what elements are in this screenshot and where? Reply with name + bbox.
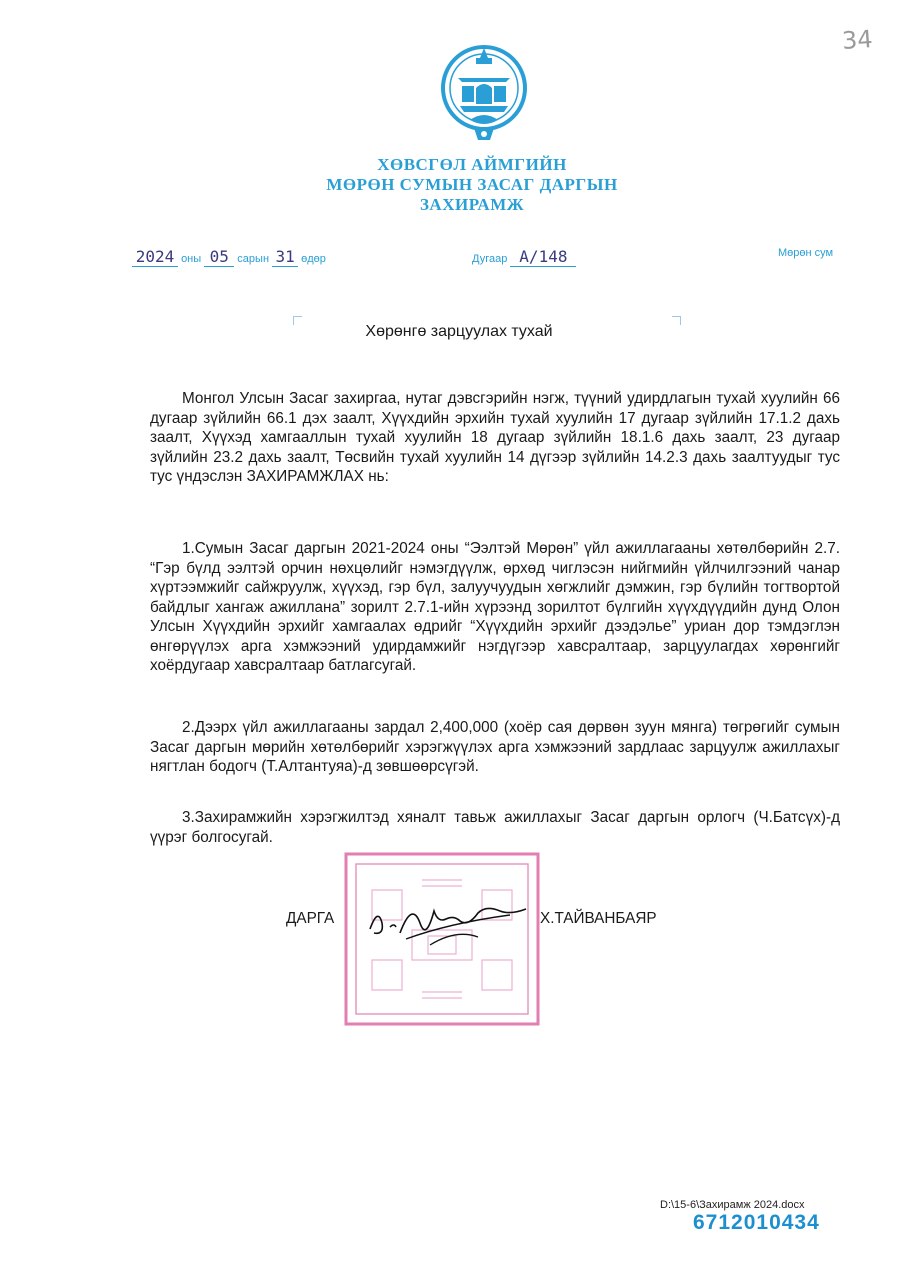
handwritten-page-number: 34	[841, 24, 874, 56]
date-field	[132, 247, 326, 267]
clause-2-paragraph	[150, 718, 840, 777]
paragraph-text: 3.Захирамжийн хэрэгжилтэд хяналт тавьж ажиллахыг Засаг даргын орлогч (Ч.Батсүх)-д үүрэг болгосугай.	[150, 809, 840, 846]
state-emblem-icon	[440, 44, 528, 144]
barcode-number: 6712010434	[693, 1211, 820, 1234]
paragraph-text: 1.Сумын Засаг даргын 2021-2024 оны “Ээлтэй Мөрөн” үйл ажиллагааны хөтөлбөрийн 2.7. “Гэр бүлд ээлтэй орчин нөхцөлийг нэмэгдүүлж, өрхөд чиглэсэн нийгмийн үйлчилгээний чанар хүртээмжийг сайжруулж, хүүхэд, гэр бүл, залуучуудын хөгжлийг дэмжин, гэр бүлийн тогтвортой байдлыг хангаж ажиллана” зорилт 2.7.1-ийн хүрээнд зорилтот бүлгийн хүүхдүүдийн дунд Олон Улсын Хүүхдийн эрхийг хамгаалах өдрийг “Хүүхдийн эрхийг дээдэлье” уриан дор тэмдэглэн өнгөрүүлэх арга хэмжээний удирдамжийг нэгдүгээр хавсралтаар, зарцуулагдах хөрөнгийг хоёрдугаар хавсралтаар батлагсугай.	[150, 540, 840, 674]
paragraph-text: Монгол Улсын Засаг захиргаа, нутаг дэвсгэрийн нэгж, түүний удирдлагын тухай хуулийн 66 дугаар зүйлийн 66.1 дэх заалт, Хүүхдийн эрхийн тухай хуулийн 17 дугаар зүйлийн 17.1.2 дахь заалт, Хүүхэд хамгааллын тухай хуулийн 18 дугаар зүйлийн 18.1.6 дахь заалт, 23 дугаар зүйлийн 23.2 дахь заалт, Төсвийн тухай хуулийн 14 дүгээр зүйлийн 14.2.3 дахь заалтуудыг тус тус үндэслэн ЗАХИРАМЖЛАХ нь:	[150, 390, 840, 485]
number-label: Дугаар	[472, 253, 508, 265]
place-label: Мөрөн сум	[778, 247, 834, 259]
number-value: А/148	[510, 247, 576, 267]
file-path: D:\15-6\Захирамж 2024.docx	[660, 1199, 805, 1211]
signatory-title: ДАРГА	[286, 910, 335, 927]
signatory-name: Х.ТАЙВАНБАЯР	[540, 910, 657, 927]
clause-3-paragraph	[150, 808, 840, 847]
clause-1-paragraph	[150, 539, 840, 676]
month-value: 05	[204, 247, 234, 267]
handwritten-signature	[360, 893, 530, 953]
preamble-paragraph	[150, 389, 840, 487]
year-value: 2024	[132, 247, 178, 267]
paragraph-text: 2.Дээрх үйл ажиллагааны зардал 2,400,000 (хоёр сая дөрвөн зуун мянга) төгрөгийг сумын Засаг даргын мөрийн хөтөлбөрийг хэрэгжүүлэх арга хэмжээний зардлаас зарцуулж ажиллахыг нягтлан бодогч (Т.Алтантуяа)-д зөвшөөрсүгэй.	[150, 719, 840, 775]
header-line-decree: ЗАХИРАМЖ	[419, 195, 525, 214]
header-line-aimag: ХӨВСГӨЛ АЙМГИЙН	[377, 155, 567, 174]
decree-subject: Хөрөнгө зарцуулах тухай	[365, 323, 553, 340]
decree-number-field	[472, 247, 576, 267]
header-line-governor: МӨРӨН СУМЫН ЗАСАГ ДАРГЫН	[326, 175, 618, 194]
month-suffix: сарын	[237, 253, 270, 265]
day-suffix: өдөр	[301, 253, 326, 265]
day-value: 31	[272, 247, 298, 267]
year-suffix: оны	[181, 253, 202, 265]
